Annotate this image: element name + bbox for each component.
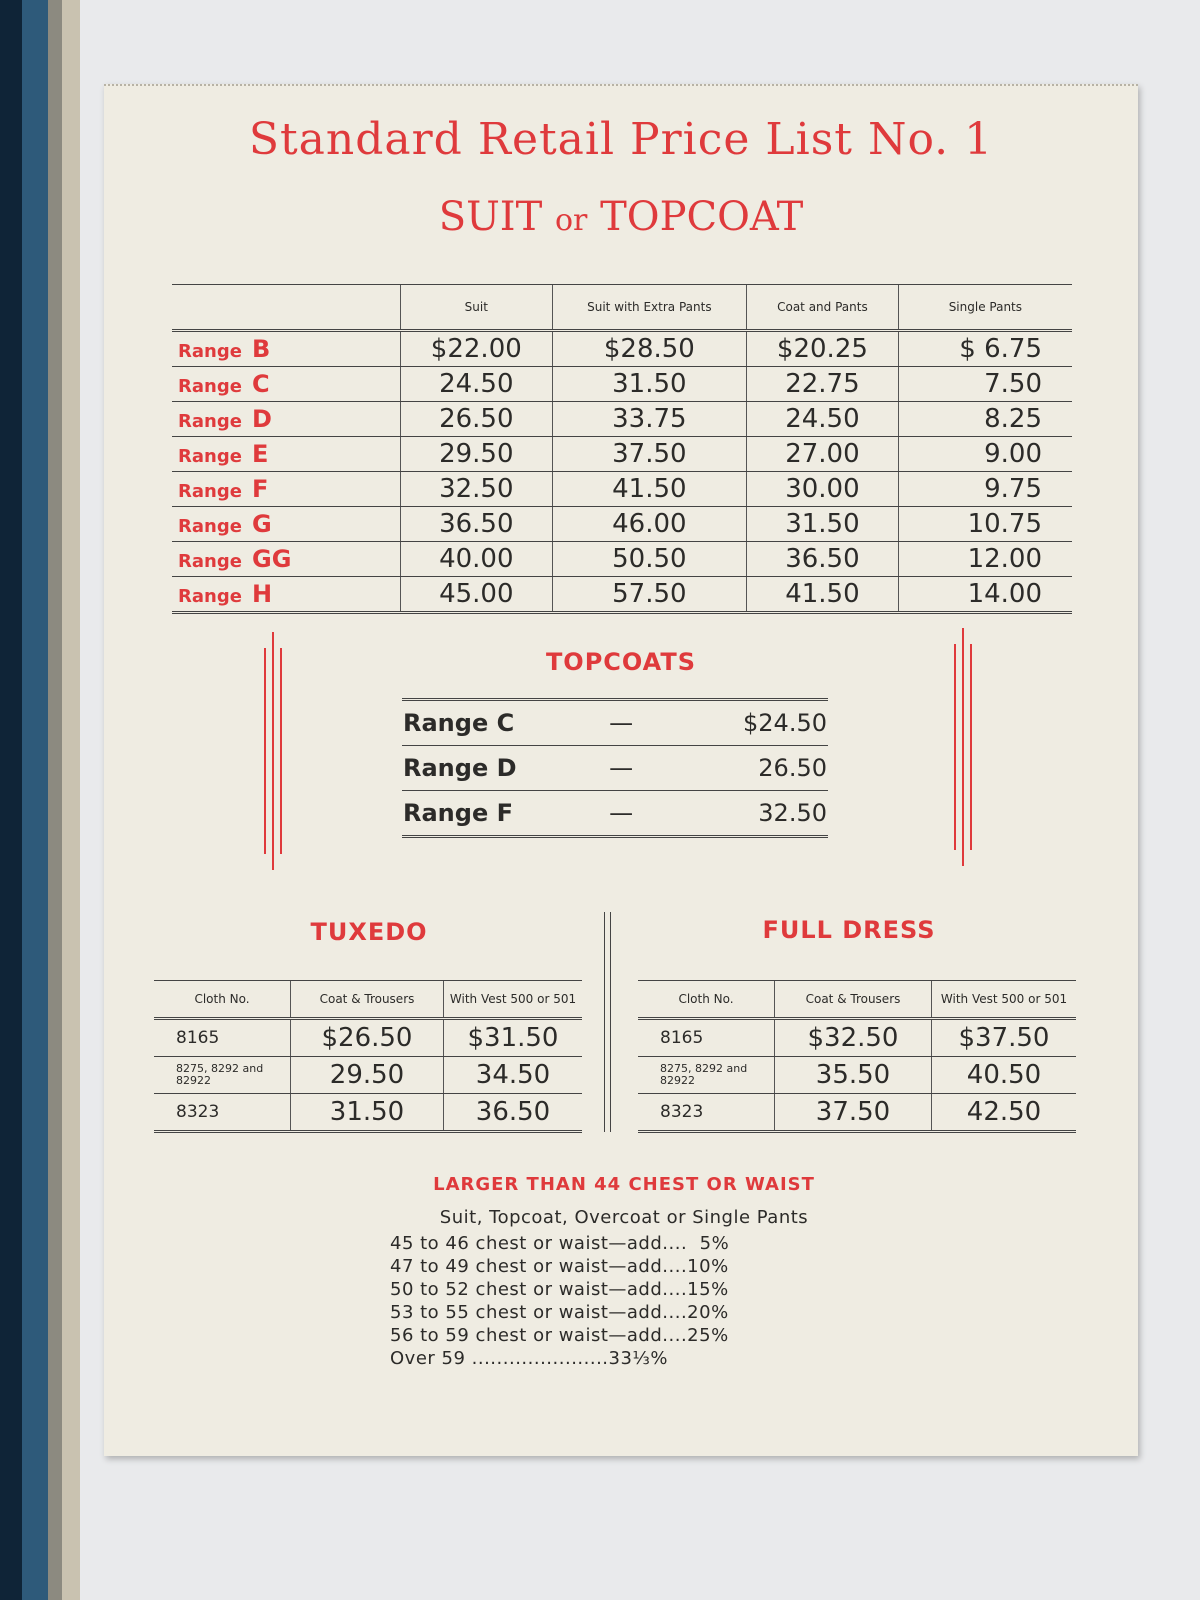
suit-extra-pants-price: 57.50: [552, 577, 747, 613]
topcoats-table: [402, 698, 828, 838]
table-row: [172, 437, 1072, 472]
with-vest-price: 42.50: [932, 1094, 1077, 1132]
suit-extra-pants-price: 33.75: [552, 402, 747, 437]
table-row: [638, 1057, 1076, 1094]
coat-pants-price: 30.00: [747, 472, 899, 507]
header-suit-extra-pants: Suit with Extra Pants: [552, 285, 747, 331]
header-blank: [172, 285, 401, 331]
table-row: [172, 577, 1072, 613]
range-letter: C: [252, 370, 270, 398]
topcoat-price: 32.50: [648, 791, 828, 837]
suit-price: 29.50: [401, 437, 553, 472]
coat-pants-price: 36.50: [747, 542, 899, 577]
larger-heading: LARGER THAN 44 CHEST OR WAIST: [433, 1174, 815, 1195]
tuxedo-table: [154, 980, 582, 1133]
coat-pants-price: 31.50: [747, 507, 899, 542]
range-letter: G: [252, 510, 272, 538]
full-dress-header-cloth: Cloth No.: [638, 981, 775, 1019]
single-pants-price: 7.50: [898, 367, 1072, 402]
larger-subheading: Suit, Topcoat, Overcoat or Single Pants: [439, 1207, 809, 1228]
subtitle-or: or: [555, 203, 588, 238]
range-word: Range: [178, 551, 242, 572]
table-row: [172, 367, 1072, 402]
table-row: [638, 1094, 1076, 1132]
range-word: Range: [178, 446, 242, 467]
suit-extra-pants-price: 37.50: [552, 437, 747, 472]
header-single-pants: Single Pants: [898, 285, 1072, 331]
suit-extra-pants-price: 31.50: [552, 367, 747, 402]
topcoat-range: Range C: [402, 700, 594, 746]
table-row: [154, 1057, 582, 1094]
suit-price-table: [172, 284, 1072, 614]
with-vest-price: $37.50: [932, 1019, 1077, 1057]
single-pants-price: 8.25: [898, 402, 1072, 437]
with-vest-price: $31.50: [444, 1019, 583, 1057]
with-vest-price: 34.50: [444, 1057, 583, 1094]
larger-sizes-section: [390, 1174, 854, 1370]
coat-pants-price: $20.25: [747, 331, 899, 367]
range-word: Range: [178, 376, 242, 397]
single-pants-price: $ 6.75: [898, 331, 1072, 367]
suit-price: 36.50: [401, 507, 553, 542]
cloth-number: 8165: [154, 1019, 291, 1057]
header-suit: Suit: [401, 285, 553, 331]
coat-trousers-price: $26.50: [291, 1019, 444, 1057]
surcharge-line: 50 to 52 chest or waist—add....15%: [390, 1279, 729, 1300]
coat-trousers-price: 31.50: [291, 1094, 444, 1132]
range-word: Range: [178, 516, 242, 537]
range-cell: [172, 437, 401, 472]
tuxedo-header-coat: Coat & Trousers: [291, 981, 444, 1019]
table-row: [172, 507, 1072, 542]
table-row: [638, 1019, 1076, 1057]
tuxedo-header-row: [154, 981, 582, 1019]
topcoat-dash: —: [594, 791, 648, 837]
single-pants-price: 9.00: [898, 437, 1072, 472]
range-cell: [172, 507, 401, 542]
cloth-number: 8275, 8292 and 82922: [638, 1057, 775, 1094]
surcharge-line: 56 to 59 chest or waist—add....25%: [390, 1325, 729, 1346]
table-row: [154, 1094, 582, 1132]
with-vest-price: 40.50: [932, 1057, 1077, 1094]
surcharge-line: 53 to 55 chest or waist—add....20%: [390, 1302, 729, 1323]
price-list-card: [104, 84, 1138, 1456]
single-pants-price: 9.75: [898, 472, 1072, 507]
range-cell: [172, 402, 401, 437]
cloth-number: 8275, 8292 and 82922: [154, 1057, 291, 1094]
cloth-number: 8323: [638, 1094, 775, 1132]
suit-price: $22.00: [401, 331, 553, 367]
tuxedo-heading: TUXEDO: [310, 918, 428, 946]
tuxedo-header-cloth: Cloth No.: [154, 981, 291, 1019]
range-cell: [172, 542, 401, 577]
surcharge-line: 45 to 46 chest or waist—add.... 5%: [390, 1233, 730, 1254]
subtitle-topcoat: TOPCOAT: [600, 194, 804, 240]
page-title: Standard Retail Price List No. 1: [248, 114, 994, 165]
coat-trousers-price: $32.50: [775, 1019, 932, 1057]
book-edge-background: [0, 0, 80, 1600]
table-row: [172, 331, 1072, 367]
full-dress-table: [638, 980, 1076, 1133]
range-word: Range: [178, 586, 242, 607]
range-cell: [172, 331, 401, 367]
full-dress-header-row: [638, 981, 1076, 1019]
surcharge-line: Over 59 ......................33⅓%: [390, 1348, 668, 1369]
coat-pants-price: 41.50: [747, 577, 899, 613]
coat-pants-price: 24.50: [747, 402, 899, 437]
range-letter: B: [252, 335, 271, 363]
decorative-lines-left: [264, 648, 288, 854]
suit-price: 32.50: [401, 472, 553, 507]
suit-extra-pants-price: 46.00: [552, 507, 747, 542]
suit-price: 40.00: [401, 542, 553, 577]
table-row: [154, 1019, 582, 1057]
range-word: Range: [178, 481, 242, 502]
with-vest-price: 36.50: [444, 1094, 583, 1132]
coat-pants-price: 22.75: [747, 367, 899, 402]
larger-lines: [390, 1232, 854, 1370]
topcoat-row: [402, 746, 828, 791]
coat-trousers-price: 29.50: [291, 1057, 444, 1094]
single-pants-price: 10.75: [898, 507, 1072, 542]
tuxedo-header-vest: With Vest 500 or 501: [444, 981, 583, 1019]
range-cell: [172, 472, 401, 507]
surcharge-line: 47 to 49 chest or waist—add....10%: [390, 1256, 729, 1277]
topcoat-dash: —: [594, 700, 648, 746]
suit-extra-pants-price: $28.50: [552, 331, 747, 367]
topcoat-price: 26.50: [648, 746, 828, 791]
coat-trousers-price: 37.50: [775, 1094, 932, 1132]
range-letter: F: [252, 475, 269, 503]
topcoat-price: $24.50: [648, 700, 828, 746]
full-dress-header-vest: With Vest 500 or 501: [932, 981, 1077, 1019]
topcoat-range: Range F: [402, 791, 594, 837]
range-letter: H: [252, 580, 273, 608]
cloth-number: 8165: [638, 1019, 775, 1057]
topcoat-row: [402, 700, 828, 746]
topcoats-heading: TOPCOATS: [545, 648, 697, 676]
cloth-number: 8323: [154, 1094, 291, 1132]
full-dress-heading: FULL DRESS: [762, 916, 936, 944]
topcoat-dash: —: [594, 746, 648, 791]
range-letter: D: [252, 405, 272, 433]
page-subtitle: [104, 194, 1138, 240]
single-pants-price: 12.00: [898, 542, 1072, 577]
table-row: [172, 542, 1072, 577]
topcoat-row: [402, 791, 828, 837]
range-letter: E: [252, 440, 269, 468]
header-coat-pants: Coat and Pants: [747, 285, 899, 331]
range-cell: [172, 367, 401, 402]
suit-table-header-row: [172, 285, 1072, 331]
subtitle-suit: SUIT: [438, 194, 543, 240]
range-cell: [172, 577, 401, 613]
suit-price: 24.50: [401, 367, 553, 402]
column-divider: [604, 912, 611, 1132]
coat-pants-price: 27.00: [747, 437, 899, 472]
suit-extra-pants-price: 41.50: [552, 472, 747, 507]
suit-price: 26.50: [401, 402, 553, 437]
single-pants-price: 14.00: [898, 577, 1072, 613]
range-word: Range: [178, 411, 242, 432]
coat-trousers-price: 35.50: [775, 1057, 932, 1094]
range-letter: GG: [252, 545, 292, 573]
table-row: [172, 402, 1072, 437]
full-dress-header-coat: Coat & Trousers: [775, 981, 932, 1019]
range-word: Range: [178, 341, 242, 362]
suit-price: 45.00: [401, 577, 553, 613]
suit-extra-pants-price: 50.50: [552, 542, 747, 577]
table-row: [172, 472, 1072, 507]
topcoat-range: Range D: [402, 746, 594, 791]
